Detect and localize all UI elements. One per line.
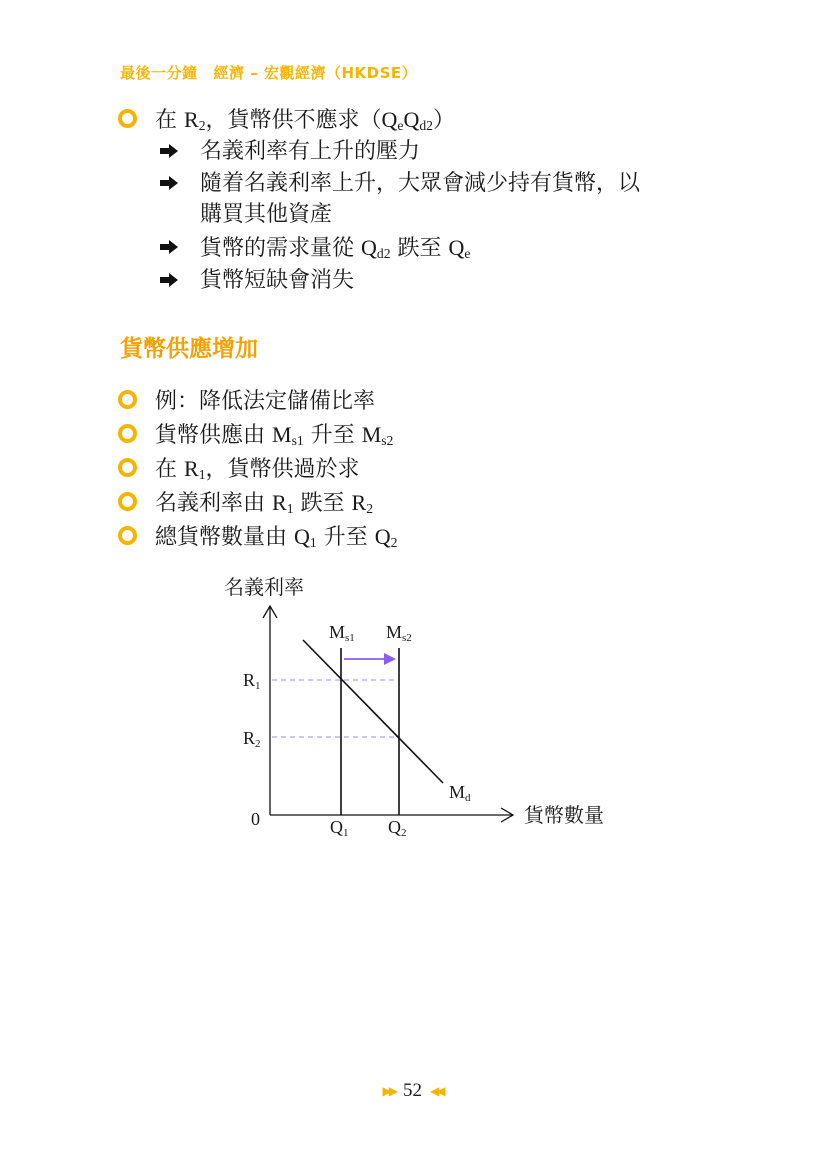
section-title: 貨幣供應增加 <box>120 336 258 362</box>
bullet-circle-icon <box>118 424 137 443</box>
back-triangles-icon: ◀◀ <box>430 1084 443 1098</box>
y-axis-label: 名義利率 <box>224 575 304 599</box>
header-book-title: 最後一分鐘 <box>120 64 198 82</box>
right-arrow-icon <box>160 136 186 166</box>
right-arrow-icon <box>160 232 186 262</box>
right-arrow-icon <box>160 168 186 198</box>
arrow-item: 隨着名義利率上升，大眾會減少持有貨幣，以 購買其他資產 <box>160 168 640 230</box>
arrow-item: 貨幣的需求量從 Qd2 跌至 Qe <box>160 232 470 266</box>
y-tick-r2: R2 <box>243 728 261 750</box>
page-footer <box>0 1080 825 1102</box>
bullet-surplus: 在 R1，貨幣供過於求 <box>118 452 360 482</box>
page-number: 52 <box>403 1080 422 1101</box>
md-line <box>303 640 443 783</box>
right-arrow-icon <box>160 265 186 295</box>
bullet-text: 在 R2，貨幣供不應求（QeQd2） <box>155 106 455 133</box>
bullet-supply-increase: 貨幣供應由 Ms1 升至 Ms2 <box>118 418 393 448</box>
bullet-quantity-rise: 總貨幣數量由 Q1 升至 Q2 <box>118 520 397 550</box>
bullet-r2-shortage <box>118 103 455 133</box>
x-tick-q2: Q2 <box>388 817 407 839</box>
x-tick-q1: Q1 <box>330 817 349 839</box>
bullet-rate-fall: 名義利率由 R1 跌至 R2 <box>118 486 373 516</box>
x-axis-label: 貨幣數量 <box>524 803 604 827</box>
ms2-label: Ms2 <box>386 622 412 644</box>
header-chapter: 經濟 – 宏觀經濟（HKDSE） <box>213 64 418 82</box>
money-market-chart <box>0 560 825 860</box>
bullet-circle-icon <box>118 458 137 477</box>
forward-triangles-icon: ▶▶ <box>382 1084 395 1098</box>
md-label: Md <box>449 782 471 804</box>
arrow-item: 名義利率有上升的壓力 <box>160 136 420 167</box>
ms1-label: Ms1 <box>329 622 355 644</box>
running-header <box>120 62 417 83</box>
bullet-circle-icon <box>118 526 137 545</box>
bullet-circle-icon <box>118 492 137 511</box>
bullet-example: 例：降低法定儲備比率 <box>118 384 375 414</box>
bullet-circle-icon <box>118 109 137 128</box>
arrow-item: 貨幣短缺會消失 <box>160 265 354 296</box>
y-tick-r1: R1 <box>243 670 261 692</box>
bullet-circle-icon <box>118 390 137 409</box>
origin-label: 0 <box>251 809 260 829</box>
shift-arrow-head <box>384 653 396 665</box>
